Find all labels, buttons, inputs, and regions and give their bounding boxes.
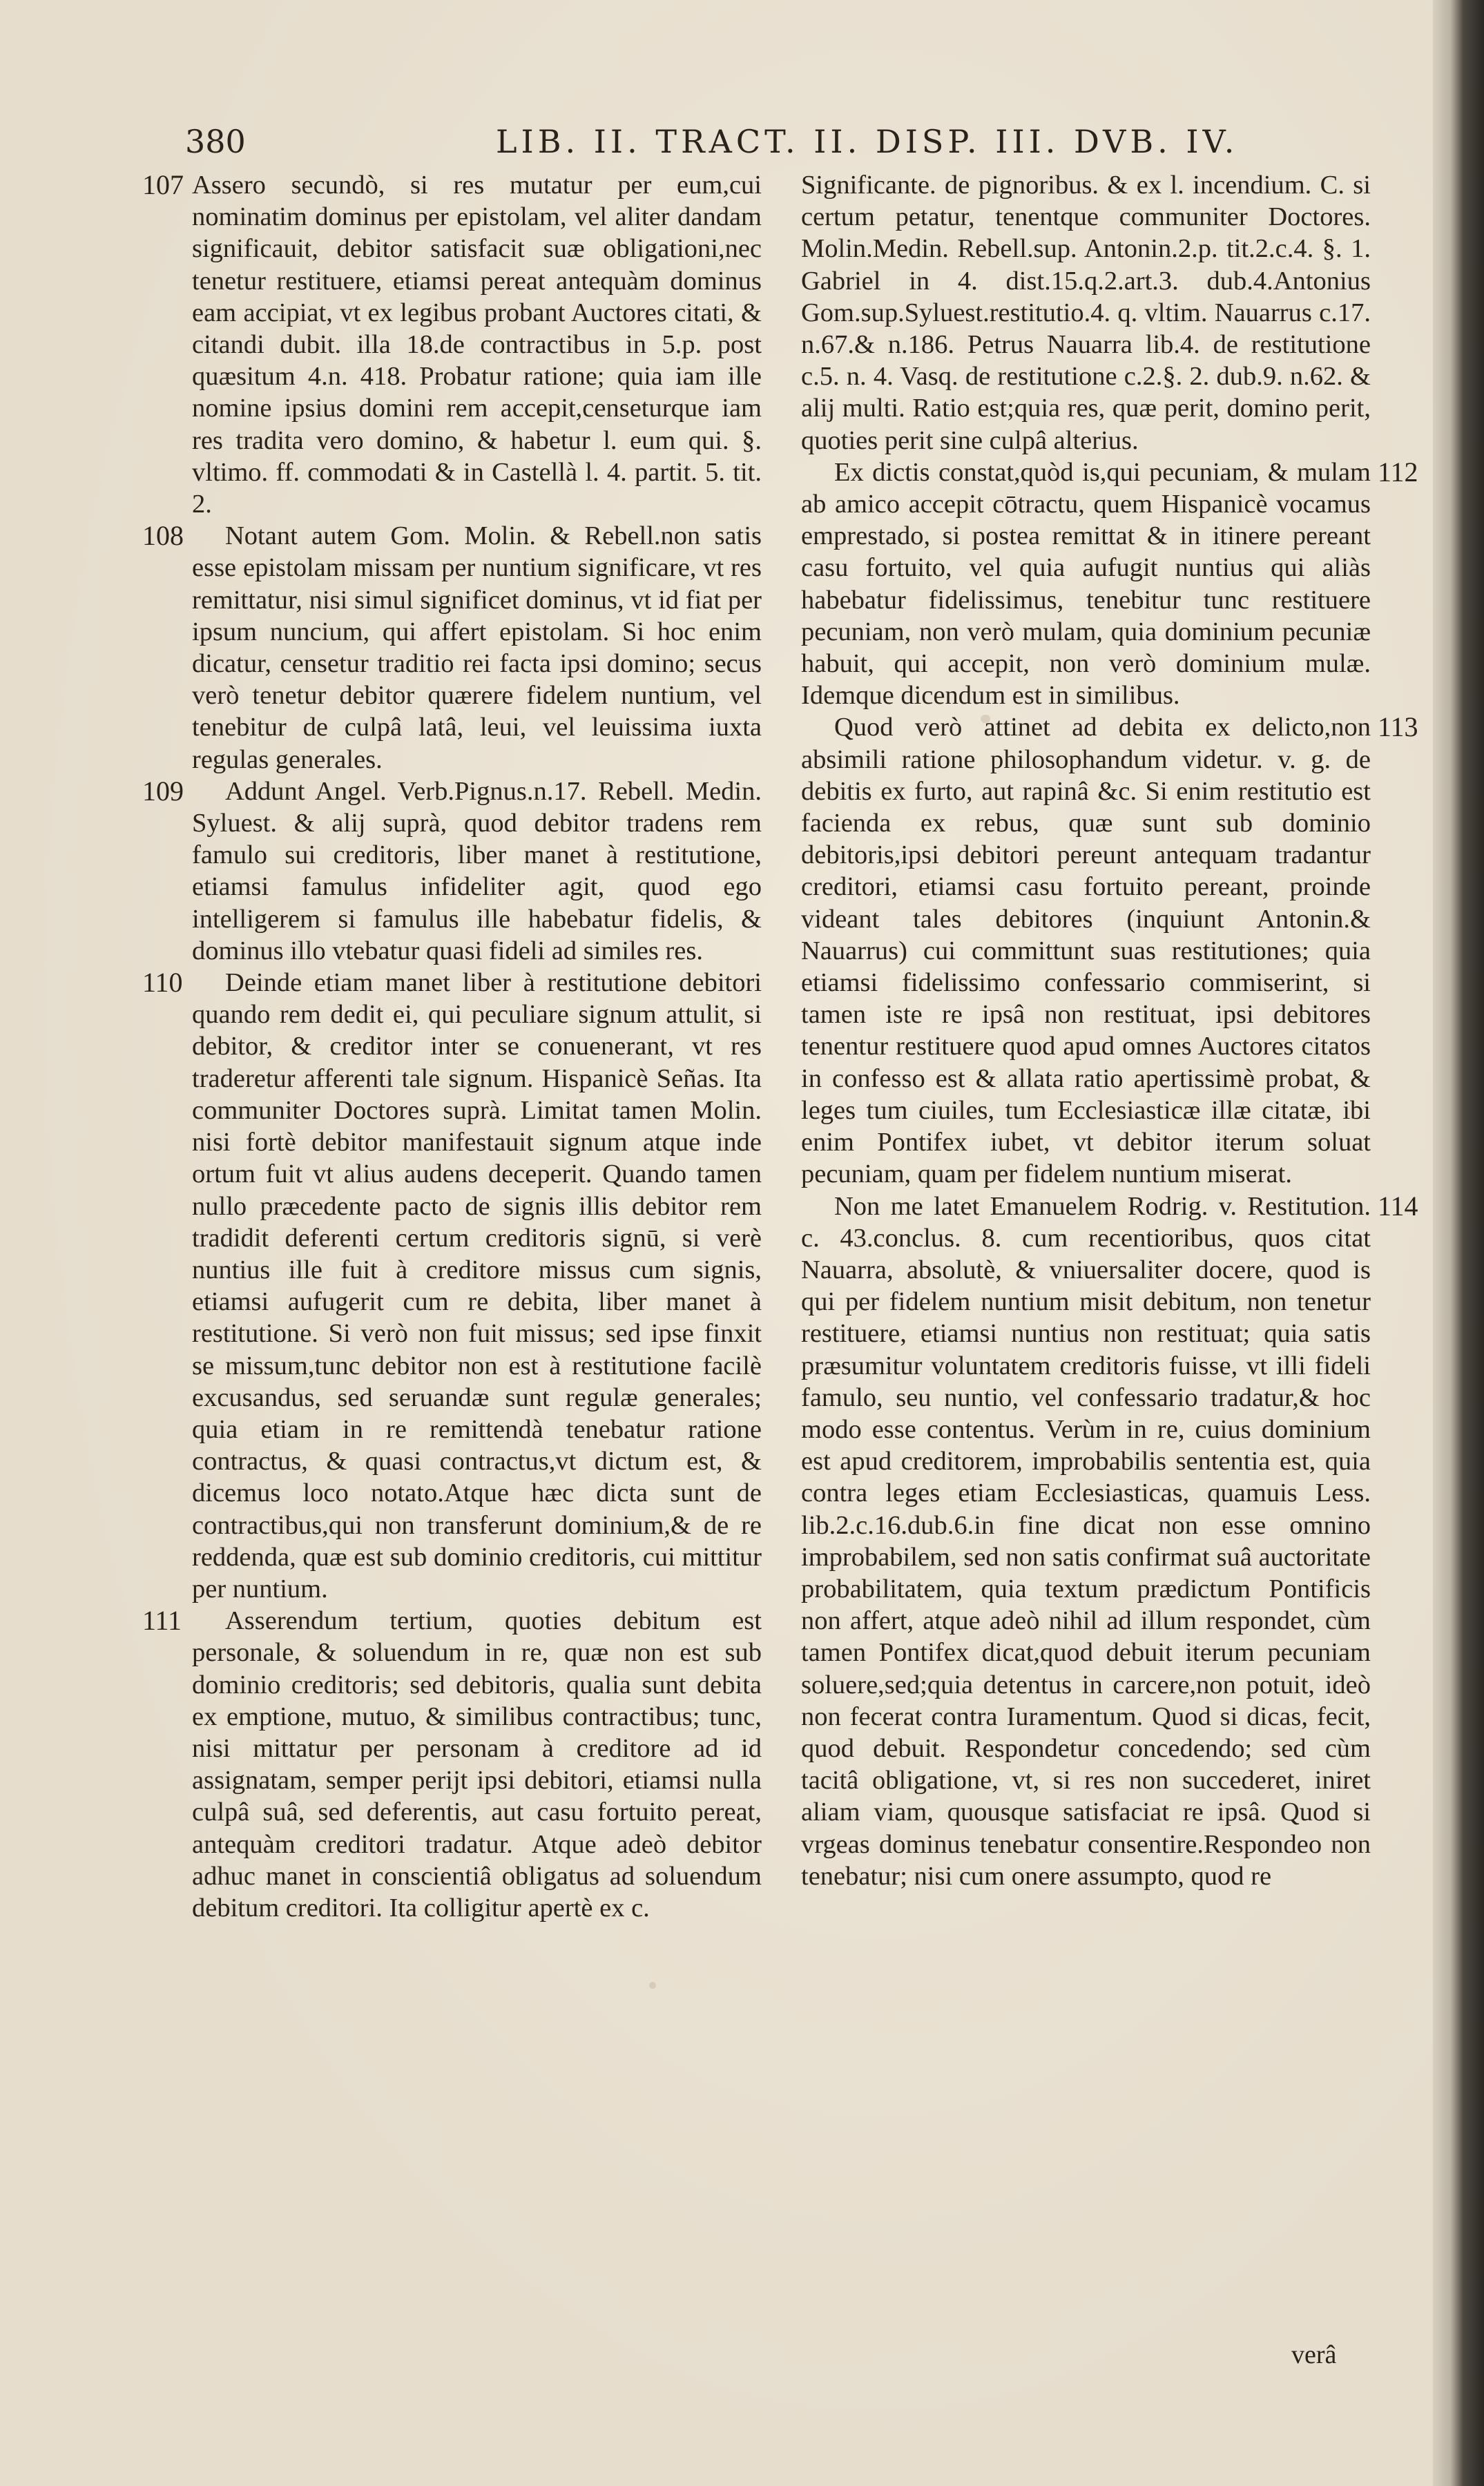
- paragraph-107: [142, 169, 762, 520]
- margin-number: 109: [142, 775, 184, 807]
- left-column: [142, 169, 762, 1924]
- margin-number: 112: [1378, 456, 1418, 488]
- paragraph-text: Addunt Angel. Verb.Pignus.n.17. Rebell. Medin. Syluest. & alij suprà, quod debitor tradens rem famulo sui creditoris, liber manet à restitutione, etiamsi famulus infideliter agit, quod ego intelligerem si famulus ille habebatur fidelis, & dominus illo vtebatur quasi fideli ad similes res.: [192, 776, 762, 965]
- paragraph-text: Deinde etiam manet liber à restitutione debitori quando rem dedit ei, qui peculiare signum attulit, si debitor, & creditor inter se conuenerant, vt res traderetur afferenti tale signum. Hispanicè Señas. Ita communiter Doctores suprà. Limitat tamen Molin. nisi fortè debitor manifestauit signum atque inde ortum fuit vt alius audens deceperit. Quando tamen nullo præcedente pacto de signis illis debitor rem tradidit deferenti certum creditoris signū, si verè nuntius ille fuit à creditore missus cum signis, etiamsi aufugerit cum re debita, liber manet à restitutione. Si verò non fuit missus; sed ipse finxit se missum,tunc debitor non est à restitutione facilè excusandus, sed seruandæ sunt regulæ generales; quia etiam in re remittendà tenebatur ratione contractus, & quasi contractus,vt dictum est, & dicemus loco notato.Atque hæc dicta sunt de contractibus,qui non transferunt dominium,& de re reddenda, quæ est sub dominio creditoris, cui mittitur per nuntium.: [192, 968, 762, 1603]
- running-header: [185, 123, 1345, 171]
- margin-number: 107: [142, 169, 184, 200]
- paragraph-text: Assero secundò, si res mutatur per eum,cui nominatim dominus per epistolam, vel aliter dandam significauit, debitor satisfacit suæ obligationi,nec tenetur restituere, etiamsi pereat antequàm dominus eam accipiat, vt ex legibus probant Auctores citati, & citandi dubit. illa 18.de contractibus in 5.p. post quæsitum 4.n. 418. Probatur ratione; quia iam ille nomine ipsius domini rem accepit,censeturque iam res tradita vero domino, & habetur l. eum qui. §. vltimo. ff. commodati & in Castellà l. 4. partit. 5. tit. 2.: [192, 171, 762, 519]
- page-number: 380: [185, 123, 246, 160]
- paragraph-text: Asserendum tertium, quoties debitum est personale, & soluendum in re, quæ non est sub dominio creditoris; sed debitoris, qualia sunt debita ex emptione, mutuo, & similibus contractibus; tunc, nisi mittatur per personam à creditore ad id assignatam, semper perijt ipsi debitori, etiamsi nulla culpâ suâ, sed deferentis, aut casu fortuito pereat, antequàm creditori tradatur. Atque adeò debitor adhuc manet in conscientiâ obligatus ad soluendum debitum creditori. Ita colligitur apertè ex c.: [192, 1606, 762, 1923]
- margin-number: 110: [142, 967, 183, 999]
- catchword: verâ: [1291, 2340, 1337, 2369]
- paragraph-109: [142, 775, 762, 967]
- foxing-spot: [649, 1982, 656, 1989]
- margin-number: 113: [1378, 711, 1418, 743]
- paragraph-text: Non me latet Emanuelem Rodrig. v. Restitution. c. 43.conclus. 8. cum recentioribus, quos citat Nauarra, absolutè, & vniuersaliter docere, quod is qui per fidelem nuntium misit debitum, non tenetur restituere, etiamsi nuntius non restituat; quia satis præsumitur voluntatem creditoris fuisse, vt illi fideli famulo, seu nuntio, vel confessario tradatur,& hoc modo esse contentus. Verùm in re, cuius dominium est apud creditorem, improbabilis sententia est, quia contra leges etiam Ecclesiasticas, quamuis Less. lib.2.c.16.dub.6.in fine dicat non esse omnino improbabilem, sed non satis confirmat suâ auctoritate probabilitatem, quia textum prædictum Pontificis non affert, atque adeò nihil ad illum respondet, cùm tamen Pontifex dicat,quod debuit iterum pecuniam soluere,sed;quia detentus in carcere,non potuit, ideò non fecerat contra Iuramentum. Quod si dicas, fecit, quod debuit. Respondetur concedendo; sed cùm tacitâ obligatione, vt, si res non succederet, iniret aliam viam, quousque satisfaciat re ipsâ. Quod si vrgeas dominus tenebatur consentire.Respondeo non tenebatur; nisi cum onere assumpto, quod re: [801, 1191, 1371, 1891]
- margin-number: 114: [1378, 1190, 1418, 1222]
- paragraph-108: [142, 520, 762, 775]
- paragraph-text: Ex dictis constat,quòd is,qui pecuniam, & mulam ab amico accepit cōtractu, quem Hispanicè vocamus emprestado, si postea remittat & in itinere pereant casu fortuito, vel quia aufugit nuntius qui aliàs habebatur fidelissimus, tenebitur tunc restituere pecuniam, non verò mulam, quia dominium pecuniæ habuit, qui accepit, non verò dominium mulæ. Idemque dicendum est in similibus.: [801, 457, 1371, 711]
- paragraph-continuation: [801, 169, 1371, 456]
- book-spine-shadow: [1433, 0, 1484, 2486]
- margin-number: 111: [142, 1605, 182, 1637]
- paragraph-111: [142, 1605, 762, 1924]
- paragraph-113: [801, 711, 1418, 1190]
- paragraph-114: [801, 1190, 1418, 1892]
- paragraph-112: [801, 456, 1418, 712]
- paragraph-110: [142, 967, 762, 1605]
- running-title: LIB. II. TRACT. II. DISP. III. DVB. IV.: [496, 123, 1239, 160]
- paragraph-text: Quod verò attinet ad debita ex delicto,non absimili ratione philosophandum videtur. v. g. de debitis ex furto, aut rapinâ &c. Si enim restitutio est facienda ex rebus, quæ sunt sub dominio debitoris,ipsi debitori pereunt antequam tradantur creditori, etiamsi casu fortuito pereant, proinde videant tales debitores (inquiunt Antonin.& Nauarrus) cui committunt suas restitutiones; quia etiamsi fidelissimo confessario commiserint, si tamen iste re ipsâ non restituat, ipsi debitores tenentur restituere quod apud omnes Auctores citatos in confesso est & allata ratio apertissimè probat, & leges tum ciuiles, tum Ecclesiasticæ illæ citatæ, ibi enim Pontifex iubet, vt debitor iterum soluat pecuniam, quam per fidelem nuntium miserat.: [801, 713, 1371, 1189]
- right-column: [801, 169, 1418, 1892]
- margin-number: 108: [142, 520, 184, 552]
- paragraph-text: Significante. de pignoribus. & ex l. incendium. C. si certum petatur, tenentque communiter Doctores. Molin.Medin. Rebell.sup. Antonin.2.p. tit.2.c.4. §. 1. Gabriel in 4. dist.15.q.2.art.3. dub.4.Antonius Gom.sup.Syluest.restitutio.4. q. vltim. Nauarrus c.17. n.67.& n.186. Petrus Nauarra lib.4. de restitutione c.5. n. 4. Vasq. de restitutione c.2.§. 2. dub.9. n.62. & alij multi. Ratio est;quia res, quæ perit, domino perit, quoties perit sine culpâ alterius.: [801, 171, 1371, 455]
- paragraph-text: Notant autem Gom. Molin. & Rebell.non satis esse epistolam missam per nuntium significare, vt res remittatur, nisi simul significet dominus, vt id fiat per ipsum nuncium, qui affert epistolam. Si hoc enim dicatur, censetur traditio rei facta ipsi domino; secus verò tenetur debitor quærere fidelem nuntium, vel tenebitur de culpâ latâ, leui, vel leuissima iuxta regulas generales.: [192, 521, 762, 774]
